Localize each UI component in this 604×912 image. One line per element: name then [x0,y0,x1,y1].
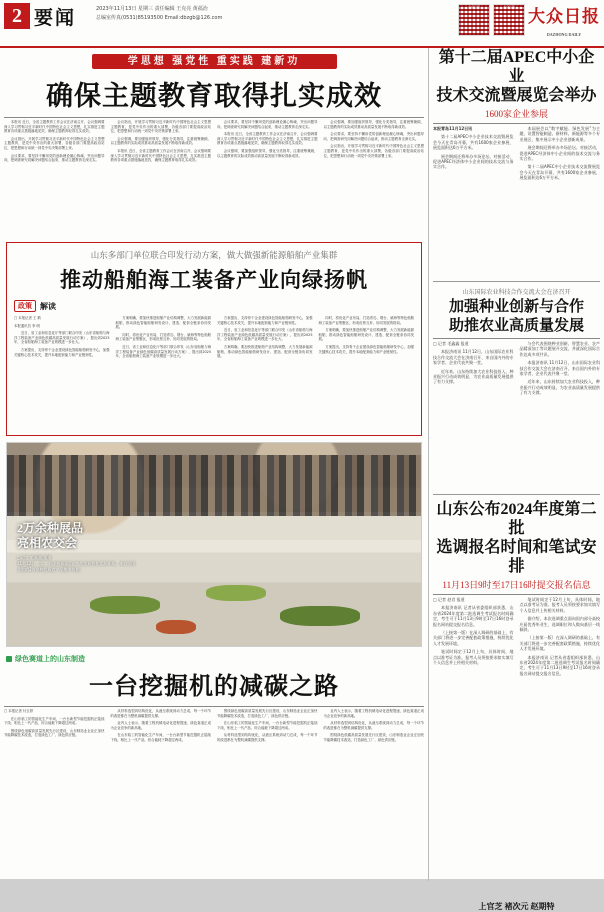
green-col-1: □ 本报记者 付玉婷 在山东临工的智能化生产车间，一台台新型节能挖掘机正陆续下线，相比上一代产品，综合能耗下降超过两成。 围绕绿色低碳高质量发展先行区建设，山东制造业企业正加快节能降碳技术改造，打造绿色工厂、绿色供应链。 [4,709,105,738]
story1-body [433,126,600,276]
main-headline: 确保主题教育取得扎实成效 [46,81,382,111]
photo-produce-3 [280,606,360,626]
divider-r5 [433,594,600,595]
green-series-label: 绿色赛道上的山东制造 [15,655,85,663]
photo-caption-text: 11月12日，第二十届中国国际农产品交易会在青岛开幕，来自全国各地的2万余种优质农产品集中亮相。 [17,561,136,572]
feature-kicker: 山东多部门单位联合印发行动方案，做大做强新能源船舶产业集群 [90,250,338,260]
feature-col-2: 方案明确，要加快推进船舶产业结构调整，大力发展新能源船舶，推动绿色智能船舶研发设计、建造、配套全链条协同发展。 同时，将优化产业布局，打造青岛、烟台、威海等特色船舶海工装备产业集聚区，形成优势互补、协同发展的格局。 近日，省工业和信息化厅等部门联合印发《山东省船舶与海洋工程装备产业绿色低碳高质量发展行动方案》，提出到2025年，全省船舶海工装备产业规模进一步壮大。 [115,316,211,359]
story1-col-2: 本届展会以“数字赋能、绿色发展”为主题，设置智能制造、新材料、新能源等多个专业展区，集中展示中小企业创新成果。 展会期间还将举办多场论坛、对接活动，促进APEC经济体中小企业间的技术交流与务实合作。 第十二届APEC中小企业技术交流暨展览会今天在青岛开幕，共有1600家企业参展，展览面积达6万平方米。 [519,126,600,181]
feature-source: 本报通讯员 李 明 [14,323,40,328]
story2-col-1: □ 记者 毛鑫鑫 报道 本报济南讯 11月12日，山东国际农业科技合作交流大会在济南召开，来自国内外的专家学者、企业代表共聚一堂。 近年来，山东持续加大农业科技投入，种业振兴行动成效明显，为农业高质量发展提供了有力支撑。 [433,341,514,385]
story1-headline-line-1: 第十二届APEC中小企业 [438,49,595,85]
story3-headline-line-1: 山东公布2024年度第二批 [436,501,597,537]
story1-headline-line-2: 技术交流暨展览会举办 [436,87,597,104]
story2-body [433,341,600,489]
story3-byline: □ 记者 赵君 报道 [433,597,465,602]
photo-crowd [7,455,421,516]
photo-caption-line-2: 亮相农交会 [17,536,78,550]
photo-caption-overlay [17,521,83,551]
masthead [0,0,604,48]
divider-r2 [433,281,600,282]
right-column [428,48,604,911]
lead-article-columns [4,120,424,236]
story3-subhead: 11月13日9时至17日16时提交报名信息 [442,580,591,590]
story1-subhead: 1600家企业参展 [484,109,548,119]
story3-headline-line-2: 选调报名时间和笔试安排 [436,539,597,575]
photo-figure [6,442,422,647]
masthead-right [458,2,600,37]
feature-col-4: 同时，将优化产业布局，打造青岛、烟台、威海等特色船舶海工装备产业集聚区，形成优势互补、协同发展的格局。 方案明确，要加快推进船舶产业结构调整，大力发展新能源船舶，推动绿色智能船舶研发设计、建造、配套全链条协同发展。 方案提出，支持骨干企业建设绿色智能船舶研发中心，加强关键核心技术攻关，提升本地配套能力和产业链韧性。 [318,316,414,354]
story3-col-2: 笔试时间定于12月上旬，具体时间、地点以准考证为准。报考人员须按要求如实填写个人信息并上传相关材料。 据介绍，本次选调重点面向国内部分高校应届优秀毕业生，选调职位和人数向基层一线倾斜。 （上接第一版）在深入调研的基础上，有关部门将进一步完善配套政策措施，持续优化人才发展环境。 本报济南讯 记者从省委组织部获悉，山东省2024年度第二批选调生考试报名时间确定，考生可于11月13日9时至17日16时登录报名网站提交报名信息。 [519,597,600,676]
qr-label-2: 大众日报 [502,4,515,9]
photo-produce-2 [206,585,266,601]
paper-name: 大众日报 [528,7,600,26]
green-series-kicker [6,654,424,664]
green-columns [4,709,424,849]
divider [4,117,424,118]
story3-col-1: □ 记者 赵君 报道 本报济南讯 记者从省委组织部获悉，山东省2024年度第二批选调生考试报名时间确定，考生可于11月13日9时至17日16时登录报名网站提交报名信息。 （上接第一版）在深入调研的基础上，有关部门将进一步完善配套政策措施，持续优化人才发展环境。 笔试时间定于12月上旬，具体时间、地点以准考证为准。报考人员须按要求如实填写个人信息并上传相关材料。 [433,597,514,666]
feature-columns [14,316,414,428]
qr-code-icon-2[interactable] [493,4,525,36]
masthead-meta [96,5,222,23]
feature-col-1: □ 本报记者 王 鹤 本报通讯员 李 明 近日，省工业和信息化厅等部门联合印发《山东省船舶与海洋工程装备产业绿色低碳高质量发展行动方案》，提出到2025年，全省船舶海工装备产业规模进一步壮大。 方案提出，支持骨干企业建设绿色智能船舶研发中心，加强关键核心技术攻关，提升本地配套能力和产业链韧性。 [14,316,110,357]
story2-headline [433,298,600,336]
divider-r4 [433,494,600,495]
story3-headline [433,500,600,576]
photo-produce-1 [90,596,160,614]
policy-tag: 政策 [14,300,36,312]
photo-produce-4 [156,620,196,634]
qr-code-icon-1[interactable] [458,4,490,36]
story2-col-2: 与会代表围绕种业创新、智慧农业、农产品精深加工等议题展开交流，并就深化国际合作达成多项共识。 本报济南讯 11月12日，山东国际农业科技合作交流大会在济南召开，来自国内外的专家学者、企业代表共聚一堂。 近年来，山东持续加大农业科技投入，种业振兴行动成效明显，为农业高质量发展提供了有力支撑。 [519,341,600,396]
masthead-meta-line-1: 2023年11月13日 星期三 责任编辑 王克亮 黄福治 [96,6,208,12]
green-col-2: 从材料选型到结构优化，从液压系统到动力总成，每一个环节的改进都在为整机减碳提供支撑。 业内人士表示，随着工程机械电动化进程提速，绿色赛道正成为企业竞争的新高地。 在山东临工的智能化生产车间，一台台新型节能挖掘机正陆续下线，相比上一代产品，综合能耗下降超过两成。 [110,709,211,742]
lead-col-4: 会议强调，要加强组织领导，强化分类指导，注重统筹兼顾，以主题教育的实际成效推动高质量发展不断取得新成效。 会议要求，要坚持不懈用党的创新理论凝心铸魂，突出问题导向，把调查研究同解决问题结合起来，推动主题教育走深走实。 会议指出，开展学习贯彻习近平新时代中国特色社会主义思想主题教育，是党中央作出的重大部署，各级各部门要提高政治站位，把思想和行动统一到党中央决策部署上来。 [323,120,424,158]
green-headline: 一台挖掘机的减碳之路 [89,674,339,700]
feature-tag-row [14,300,414,312]
story1-headline [433,48,600,105]
feature-byline: □ 本报记者 王 鹤 [14,316,41,320]
green-col-3: 围绕绿色低碳高质量发展先行区建设，山东制造业企业正加快节能降碳技术改造，打造绿色工厂、绿色供应链。 在山东临工的智能化生产车间，一台台新型节能挖掘机正陆续下线，相比上一代产品，综合能耗下降超过两成。 从材料选型到结构优化，从液压系统到动力总成，每一个环节的改进都在为整机减碳提供支撑。 [217,709,318,742]
photo-caption-line-1: 2万余种展品 [17,521,84,535]
feature-article [6,242,422,436]
story1-col-1: 本报青岛11月12日讯 第十二届APEC中小企业技术交流暨展览会今天在青岛开幕，共有1600家企业参展，展览面积达6万平方米。 展会期间还将举办多场论坛、对接活动，促进APEC经济体中小企业间的技术交流与务实合作。 [433,126,514,170]
lead-col-2: 会议指出，开展学习贯彻习近平新时代中国特色社会主义思想主题教育，是党中央作出的重大部署，各级各部门要提高政治站位，把思想和行动统一到党中央决策部署上来。 会议强调，要加强组织领导，强化分类指导，注重统筹兼顾，以主题教育的实际成效推动高质量发展不断取得新成效。 本报讯 近日，全省主题教育工作会议在济南召开，会议强调要深入学习贯彻习近平新时代中国特色社会主义思想，扎实推进主题教育各项重点措施落地见效，确保主题教育取得扎实成效。 [110,120,211,163]
photo-credit-block [17,555,137,573]
section-title: 要闻 [34,8,77,29]
divider-r3 [433,338,600,339]
story3-body [433,597,600,897]
story1-byline: 本报青岛11月12日讯 [433,126,473,131]
policy-tag-text: 解读 [40,301,56,311]
divider-2 [4,706,424,707]
qr-label-1: 大众日报 [467,4,480,9]
story2-byline: □ 记者 毛鑫鑫 报道 [433,341,469,346]
feature-headline: 推动船舶海工装备产业向绿扬帆 [60,268,368,292]
story2-headline-line-1: 加强种业创新与合作 [448,299,584,315]
left-column [0,48,428,881]
story2-headline-line-2: 助推农业高质量发展 [448,318,584,334]
page-body [0,48,604,911]
lead-col-1: 本报讯 近日，全省主题教育工作会议在济南召开，会议强调要深入学习贯彻习近平新时代中国特色社会主义思想，扎实推进主题教育各项重点措施落地见效，确保主题教育取得扎实成效。 会议指出，开展学习贯彻习近平新时代中国特色社会主义思想主题教育，是党中央作出的重大部署，各级各部门要提高政治站位，把思想和行动统一到党中央决策部署上来。 会议要求，要坚持不懈用党的创新理论凝心铸魂，突出问题导向，把调查研究同解决问题结合起来，推动主题教育走深走实。 [4,120,105,163]
masthead-meta-line-2: 总编室传真(0531)85193500 Email:dbzgb@126.com [96,15,223,21]
lead-col-3: 会议要求，要坚持不懈用党的创新理论凝心铸魂，突出问题导向，把调查研究同解决问题结合起来，推动主题教育走深走实。 本报讯 近日，全省主题教育工作会议在济南召开，会议强调要深入学习贯彻习近平新时代中国特色社会主义思想，扎实推进主题教育各项重点措施落地见效，确保主题教育取得扎实成效。 会议强调，要加强组织领导，强化分类指导，注重统筹兼顾，以主题教育的实际成效推动高质量发展不断取得新成效。 [217,120,318,158]
story2-kicker: 山东国际农业科技合作交流大会在济召开 [462,289,571,296]
campaign-banner: 学思想 强党性 重实践 建新功 [92,54,337,69]
story3-footer: 上官芝 褚次元 赵期特 [478,902,555,911]
page-number: 2 [4,3,30,29]
paper-sub: DAZHONG DAILY [546,32,582,37]
photo-credit: □记者 毛鑫鑫 报道 [17,555,52,560]
green-col-4: 业内人士表示，随着工程机械电动化进程提速，绿色赛道正成为企业竞争的新高地。 从材料选型到结构优化，从液压系统到动力总成，每一个环节的改进都在为整机减碳提供支撑。 围绕绿色低碳高质量发展先行区建设，山东制造业企业正加快节能降碳技术改造，打造绿色工厂、绿色供应链。 [323,709,424,742]
paper-logo [528,2,600,37]
feature-col-3: 方案提出，支持骨干企业建设绿色智能船舶研发中心，加强关键核心技术攻关，提升本地配套能力和产业链韧性。 近日，省工业和信息化厅等部门联合印发《山东省船舶与海洋工程装备产业绿色低碳高质量发展行动方案》，提出到2025年，全省船舶海工装备产业规模进一步壮大。 方案明确，要加快推进船舶产业结构调整，大力发展新能源船舶，推动绿色智能船舶研发设计、建造、配套全链条协同发展。 [217,316,313,359]
agriculture-fair-photo [6,442,422,647]
green-byline: □ 本报记者 付玉婷 [4,709,34,713]
green-square-icon [6,656,12,662]
divider-r1 [433,123,600,124]
